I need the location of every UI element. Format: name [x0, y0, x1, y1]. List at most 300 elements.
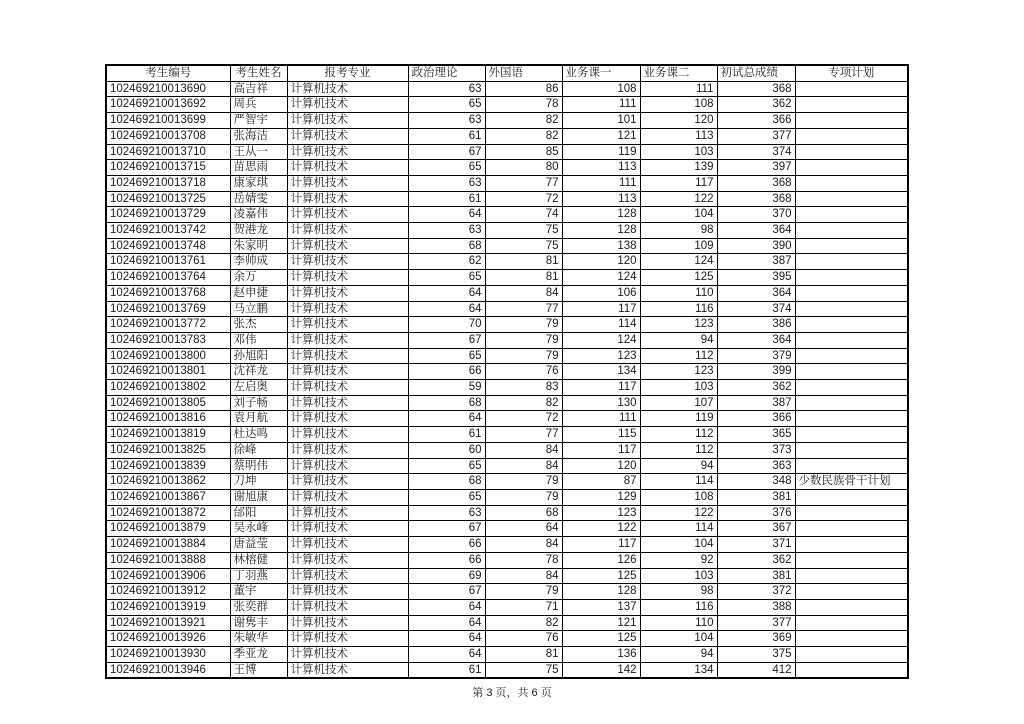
major-cell: 计算机技术 — [287, 191, 408, 207]
course-two-score-cell: 112 — [640, 348, 717, 364]
total-score-cell: 387 — [717, 254, 795, 270]
candidate-name-cell: 张海洁 — [230, 128, 287, 144]
table-row — [106, 223, 908, 239]
candidate-name-cell: 杜达鸣 — [230, 427, 287, 443]
foreign-language-score-cell: 85 — [485, 144, 562, 160]
candidate-name-cell: 王从一 — [230, 144, 287, 160]
candidate-name-cell: 季亚龙 — [230, 647, 287, 663]
course-one-score-cell: 121 — [562, 128, 640, 144]
total-score-cell: 377 — [717, 615, 795, 631]
total-score-cell: 362 — [717, 97, 795, 113]
course-one-score-cell: 126 — [562, 552, 640, 568]
special-plan-cell — [795, 631, 908, 647]
table-row — [106, 270, 908, 286]
politics-score-cell: 63 — [408, 113, 485, 129]
course-two-score-cell: 104 — [640, 207, 717, 223]
major-cell: 计算机技术 — [287, 113, 408, 129]
major-cell: 计算机技术 — [287, 144, 408, 160]
politics-score-cell: 70 — [408, 317, 485, 333]
special-plan-cell — [795, 128, 908, 144]
course-one-score-cell: 113 — [562, 191, 640, 207]
special-plan-cell — [795, 364, 908, 380]
table-row — [106, 317, 908, 333]
course-one-score-cell: 128 — [562, 223, 640, 239]
foreign-language-score-cell: 75 — [485, 223, 562, 239]
foreign-language-score-cell: 79 — [485, 474, 562, 490]
special-plan-cell — [795, 285, 908, 301]
total-score-cell: 364 — [717, 285, 795, 301]
course-two-score-cell: 124 — [640, 254, 717, 270]
table-row — [106, 474, 908, 490]
course-one-score-cell: 108 — [562, 81, 640, 97]
special-plan-cell — [795, 191, 908, 207]
table-row — [106, 631, 908, 647]
total-score-cell: 371 — [717, 537, 795, 553]
candidate-id-cell: 102469210013816 — [106, 411, 230, 427]
special-plan-cell — [795, 270, 908, 286]
total-score-cell: 399 — [717, 364, 795, 380]
candidate-name-cell: 王博 — [230, 662, 287, 678]
foreign-language-score-cell: 82 — [485, 615, 562, 631]
candidate-name-cell: 刘子畅 — [230, 395, 287, 411]
column-header-total-score: 初试总成绩 — [717, 65, 795, 81]
course-two-score-cell: 110 — [640, 615, 717, 631]
total-score-cell: 365 — [717, 427, 795, 443]
course-one-score-cell: 111 — [562, 411, 640, 427]
politics-score-cell: 68 — [408, 474, 485, 490]
candidate-id-cell: 102469210013819 — [106, 427, 230, 443]
politics-score-cell: 64 — [408, 285, 485, 301]
major-cell: 计算机技术 — [287, 662, 408, 678]
special-plan-cell — [795, 97, 908, 113]
table-row — [106, 207, 908, 223]
total-score-cell: 375 — [717, 647, 795, 663]
foreign-language-score-cell: 64 — [485, 521, 562, 537]
candidate-id-cell: 102469210013729 — [106, 207, 230, 223]
course-two-score-cell: 109 — [640, 238, 717, 254]
total-score-cell: 368 — [717, 175, 795, 191]
foreign-language-score-cell: 71 — [485, 599, 562, 615]
course-two-score-cell: 114 — [640, 521, 717, 537]
foreign-language-score-cell: 79 — [485, 332, 562, 348]
total-score-cell: 397 — [717, 160, 795, 176]
total-score-cell: 386 — [717, 317, 795, 333]
special-plan-cell — [795, 427, 908, 443]
course-one-score-cell: 122 — [562, 521, 640, 537]
table-row — [106, 647, 908, 663]
total-score-cell: 369 — [717, 631, 795, 647]
foreign-language-score-cell: 83 — [485, 380, 562, 396]
course-two-score-cell: 134 — [640, 662, 717, 678]
major-cell: 计算机技术 — [287, 427, 408, 443]
table-row — [106, 144, 908, 160]
major-cell: 计算机技术 — [287, 317, 408, 333]
table-row — [106, 113, 908, 129]
candidate-id-cell: 102469210013725 — [106, 191, 230, 207]
table-row — [106, 395, 908, 411]
foreign-language-score-cell: 80 — [485, 160, 562, 176]
course-one-score-cell: 117 — [562, 301, 640, 317]
major-cell: 计算机技术 — [287, 521, 408, 537]
foreign-language-score-cell: 72 — [485, 191, 562, 207]
candidate-id-cell: 102469210013772 — [106, 317, 230, 333]
special-plan-cell — [795, 615, 908, 631]
politics-score-cell: 63 — [408, 81, 485, 97]
major-cell: 计算机技术 — [287, 458, 408, 474]
candidate-id-cell: 102469210013862 — [106, 474, 230, 490]
foreign-language-score-cell: 76 — [485, 364, 562, 380]
candidate-name-cell: 谢隽丰 — [230, 615, 287, 631]
candidate-name-cell: 马立鹏 — [230, 301, 287, 317]
politics-score-cell: 66 — [408, 552, 485, 568]
table-row — [106, 301, 908, 317]
candidate-name-cell: 朱家明 — [230, 238, 287, 254]
course-two-score-cell: 104 — [640, 537, 717, 553]
special-plan-cell — [795, 160, 908, 176]
politics-score-cell: 61 — [408, 662, 485, 678]
course-one-score-cell: 119 — [562, 144, 640, 160]
candidate-id-cell: 102469210013769 — [106, 301, 230, 317]
politics-score-cell: 63 — [408, 223, 485, 239]
candidate-id-cell: 102469210013825 — [106, 442, 230, 458]
table-row — [106, 81, 908, 97]
course-two-score-cell: 116 — [640, 599, 717, 615]
special-plan-cell — [795, 81, 908, 97]
candidate-name-cell: 康家琪 — [230, 175, 287, 191]
candidate-name-cell: 岳婧雯 — [230, 191, 287, 207]
politics-score-cell: 64 — [408, 631, 485, 647]
total-score-cell: 379 — [717, 348, 795, 364]
course-one-score-cell: 111 — [562, 97, 640, 113]
special-plan-cell — [795, 332, 908, 348]
candidate-name-cell: 董宇 — [230, 584, 287, 600]
total-score-cell: 368 — [717, 191, 795, 207]
special-plan-cell — [795, 411, 908, 427]
table-row — [106, 332, 908, 348]
table-row — [106, 662, 908, 678]
candidate-name-cell: 左启奥 — [230, 380, 287, 396]
table-row — [106, 599, 908, 615]
candidate-id-cell: 102469210013800 — [106, 348, 230, 364]
major-cell: 计算机技术 — [287, 584, 408, 600]
politics-score-cell: 65 — [408, 458, 485, 474]
course-one-score-cell: 115 — [562, 427, 640, 443]
table-row — [106, 427, 908, 443]
politics-score-cell: 66 — [408, 537, 485, 553]
candidate-id-cell: 102469210013764 — [106, 270, 230, 286]
course-two-score-cell: 111 — [640, 81, 717, 97]
candidate-id-cell: 102469210013872 — [106, 505, 230, 521]
candidate-name-cell: 刀坤 — [230, 474, 287, 490]
special-plan-cell — [795, 584, 908, 600]
course-two-score-cell: 103 — [640, 144, 717, 160]
candidate-id-cell: 102469210013699 — [106, 113, 230, 129]
table-row — [106, 537, 908, 553]
course-two-score-cell: 108 — [640, 97, 717, 113]
politics-score-cell: 63 — [408, 505, 485, 521]
special-plan-cell — [795, 521, 908, 537]
major-cell: 计算机技术 — [287, 395, 408, 411]
course-one-score-cell: 136 — [562, 647, 640, 663]
foreign-language-score-cell: 82 — [485, 395, 562, 411]
total-score-cell: 387 — [717, 395, 795, 411]
column-header-politics-score: 政治理论 — [408, 65, 485, 81]
special-plan-cell — [795, 254, 908, 270]
major-cell: 计算机技术 — [287, 81, 408, 97]
politics-score-cell: 61 — [408, 427, 485, 443]
course-two-score-cell: 112 — [640, 427, 717, 443]
foreign-language-score-cell: 79 — [485, 348, 562, 364]
table-row — [106, 97, 908, 113]
total-score-cell: 372 — [717, 584, 795, 600]
candidate-id-cell: 102469210013710 — [106, 144, 230, 160]
total-score-cell: 377 — [717, 128, 795, 144]
total-score-cell: 370 — [717, 207, 795, 223]
course-two-score-cell: 104 — [640, 631, 717, 647]
column-header-candidate-name: 考生姓名 — [230, 65, 287, 81]
special-plan-cell — [795, 348, 908, 364]
politics-score-cell: 65 — [408, 348, 485, 364]
major-cell: 计算机技术 — [287, 568, 408, 584]
total-score-cell: 381 — [717, 568, 795, 584]
course-two-score-cell: 122 — [640, 505, 717, 521]
total-score-cell: 374 — [717, 301, 795, 317]
foreign-language-score-cell: 75 — [485, 662, 562, 678]
course-two-score-cell: 123 — [640, 317, 717, 333]
table-row — [106, 254, 908, 270]
course-two-score-cell: 139 — [640, 160, 717, 176]
major-cell: 计算机技术 — [287, 647, 408, 663]
course-two-score-cell: 98 — [640, 223, 717, 239]
politics-score-cell: 61 — [408, 191, 485, 207]
special-plan-cell — [795, 505, 908, 521]
column-header-course-two-score: 业务课二 — [640, 65, 717, 81]
table-row — [106, 411, 908, 427]
total-score-cell: 374 — [717, 144, 795, 160]
total-score-cell: 362 — [717, 552, 795, 568]
candidate-name-cell: 苗思雨 — [230, 160, 287, 176]
total-score-cell: 388 — [717, 599, 795, 615]
politics-score-cell: 65 — [408, 97, 485, 113]
candidate-id-cell: 102469210013867 — [106, 489, 230, 505]
candidate-name-cell: 谢旭康 — [230, 489, 287, 505]
major-cell: 计算机技术 — [287, 223, 408, 239]
special-plan-cell — [795, 537, 908, 553]
politics-score-cell: 67 — [408, 584, 485, 600]
total-score-cell: 366 — [717, 113, 795, 129]
candidate-id-cell: 102469210013912 — [106, 584, 230, 600]
course-two-score-cell: 114 — [640, 474, 717, 490]
politics-score-cell: 68 — [408, 395, 485, 411]
special-plan-cell — [795, 395, 908, 411]
course-one-score-cell: 134 — [562, 364, 640, 380]
politics-score-cell: 64 — [408, 647, 485, 663]
table-row — [106, 380, 908, 396]
total-score-cell: 368 — [717, 81, 795, 97]
special-plan-cell — [795, 317, 908, 333]
score-table — [105, 64, 909, 679]
major-cell: 计算机技术 — [287, 489, 408, 505]
course-two-score-cell: 116 — [640, 301, 717, 317]
course-two-score-cell: 108 — [640, 489, 717, 505]
course-two-score-cell: 122 — [640, 191, 717, 207]
foreign-language-score-cell: 78 — [485, 552, 562, 568]
course-one-score-cell: 113 — [562, 160, 640, 176]
special-plan-cell — [795, 552, 908, 568]
foreign-language-score-cell: 82 — [485, 113, 562, 129]
total-score-cell: 381 — [717, 489, 795, 505]
course-two-score-cell: 110 — [640, 285, 717, 301]
course-two-score-cell: 103 — [640, 568, 717, 584]
politics-score-cell: 64 — [408, 599, 485, 615]
major-cell: 计算机技术 — [287, 301, 408, 317]
foreign-language-score-cell: 76 — [485, 631, 562, 647]
table-row — [106, 348, 908, 364]
total-score-cell: 376 — [717, 505, 795, 521]
major-cell: 计算机技术 — [287, 285, 408, 301]
foreign-language-score-cell: 81 — [485, 647, 562, 663]
candidate-id-cell: 102469210013761 — [106, 254, 230, 270]
foreign-language-score-cell: 77 — [485, 301, 562, 317]
candidate-name-cell: 丁羽燕 — [230, 568, 287, 584]
total-score-cell: 364 — [717, 332, 795, 348]
special-plan-cell — [795, 223, 908, 239]
foreign-language-score-cell: 72 — [485, 411, 562, 427]
major-cell: 计算机技术 — [287, 631, 408, 647]
foreign-language-score-cell: 77 — [485, 175, 562, 191]
special-plan-cell — [795, 380, 908, 396]
candidate-id-cell: 102469210013768 — [106, 285, 230, 301]
candidate-id-cell: 102469210013879 — [106, 521, 230, 537]
major-cell: 计算机技术 — [287, 270, 408, 286]
course-two-score-cell: 113 — [640, 128, 717, 144]
table-row — [106, 458, 908, 474]
table-row — [106, 238, 908, 254]
candidate-name-cell: 张奕群 — [230, 599, 287, 615]
special-plan-cell — [795, 442, 908, 458]
foreign-language-score-cell: 84 — [485, 568, 562, 584]
candidate-name-cell: 吴永峰 — [230, 521, 287, 537]
course-two-score-cell: 117 — [640, 175, 717, 191]
major-cell: 计算机技术 — [287, 380, 408, 396]
politics-score-cell: 64 — [408, 301, 485, 317]
foreign-language-score-cell: 84 — [485, 458, 562, 474]
candidate-name-cell: 张杰 — [230, 317, 287, 333]
course-one-score-cell: 117 — [562, 380, 640, 396]
foreign-language-score-cell: 84 — [485, 442, 562, 458]
candidate-name-cell: 唐益莹 — [230, 537, 287, 553]
major-cell: 计算机技术 — [287, 552, 408, 568]
foreign-language-score-cell: 82 — [485, 128, 562, 144]
politics-score-cell: 67 — [408, 332, 485, 348]
politics-score-cell: 61 — [408, 128, 485, 144]
table-row — [106, 442, 908, 458]
candidate-id-cell: 102469210013715 — [106, 160, 230, 176]
candidate-name-cell: 高吉祥 — [230, 81, 287, 97]
table-row — [106, 160, 908, 176]
score-table-container — [105, 64, 909, 679]
candidate-name-cell: 周兵 — [230, 97, 287, 113]
course-one-score-cell: 138 — [562, 238, 640, 254]
major-cell: 计算机技术 — [287, 537, 408, 553]
special-plan-cell — [795, 144, 908, 160]
course-two-score-cell: 94 — [640, 458, 717, 474]
course-two-score-cell: 125 — [640, 270, 717, 286]
course-two-score-cell: 92 — [640, 552, 717, 568]
table-row — [106, 285, 908, 301]
column-header-special-plan: 专项计划 — [795, 65, 908, 81]
course-two-score-cell: 120 — [640, 113, 717, 129]
candidate-id-cell: 102469210013690 — [106, 81, 230, 97]
table-row — [106, 364, 908, 380]
candidate-name-cell: 凌嘉伟 — [230, 207, 287, 223]
table-row — [106, 175, 908, 191]
major-cell: 计算机技术 — [287, 332, 408, 348]
politics-score-cell: 64 — [408, 411, 485, 427]
foreign-language-score-cell: 86 — [485, 81, 562, 97]
politics-score-cell: 63 — [408, 175, 485, 191]
column-header-candidate-id: 考生编号 — [106, 65, 230, 81]
candidate-name-cell: 林榕健 — [230, 552, 287, 568]
special-plan-cell — [795, 113, 908, 129]
course-one-score-cell: 129 — [562, 489, 640, 505]
foreign-language-score-cell: 74 — [485, 207, 562, 223]
major-cell: 计算机技术 — [287, 411, 408, 427]
course-one-score-cell: 128 — [562, 207, 640, 223]
candidate-name-cell: 蔡明伟 — [230, 458, 287, 474]
total-score-cell: 363 — [717, 458, 795, 474]
candidate-id-cell: 102469210013839 — [106, 458, 230, 474]
total-score-cell: 390 — [717, 238, 795, 254]
course-two-score-cell: 94 — [640, 332, 717, 348]
major-cell: 计算机技术 — [287, 207, 408, 223]
course-one-score-cell: 123 — [562, 505, 640, 521]
candidate-id-cell: 102469210013802 — [106, 380, 230, 396]
total-score-cell: 348 — [717, 474, 795, 490]
candidate-name-cell: 徐峰 — [230, 442, 287, 458]
candidate-name-cell: 李帅成 — [230, 254, 287, 270]
course-one-score-cell: 125 — [562, 631, 640, 647]
candidate-name-cell: 朱敏华 — [230, 631, 287, 647]
candidate-id-cell: 102469210013919 — [106, 599, 230, 615]
course-one-score-cell: 117 — [562, 442, 640, 458]
total-score-cell: 366 — [717, 411, 795, 427]
course-two-score-cell: 98 — [640, 584, 717, 600]
candidate-name-cell: 赵申捷 — [230, 285, 287, 301]
course-one-score-cell: 114 — [562, 317, 640, 333]
candidate-id-cell: 102469210013783 — [106, 332, 230, 348]
candidate-id-cell: 102469210013926 — [106, 631, 230, 647]
major-cell: 计算机技术 — [287, 474, 408, 490]
special-plan-cell — [795, 489, 908, 505]
special-plan-cell — [795, 568, 908, 584]
special-plan-cell — [795, 175, 908, 191]
course-two-score-cell: 119 — [640, 411, 717, 427]
candidate-name-cell: 袁月航 — [230, 411, 287, 427]
total-score-cell: 364 — [717, 223, 795, 239]
course-one-score-cell: 117 — [562, 537, 640, 553]
candidate-id-cell: 102469210013906 — [106, 568, 230, 584]
special-plan-cell: 少数民族骨干计划 — [795, 474, 908, 490]
candidate-id-cell: 102469210013805 — [106, 395, 230, 411]
candidate-id-cell: 102469210013692 — [106, 97, 230, 113]
table-row — [106, 552, 908, 568]
foreign-language-score-cell: 79 — [485, 317, 562, 333]
politics-score-cell: 66 — [408, 364, 485, 380]
special-plan-cell — [795, 647, 908, 663]
table-row — [106, 521, 908, 537]
major-cell: 计算机技术 — [287, 505, 408, 521]
